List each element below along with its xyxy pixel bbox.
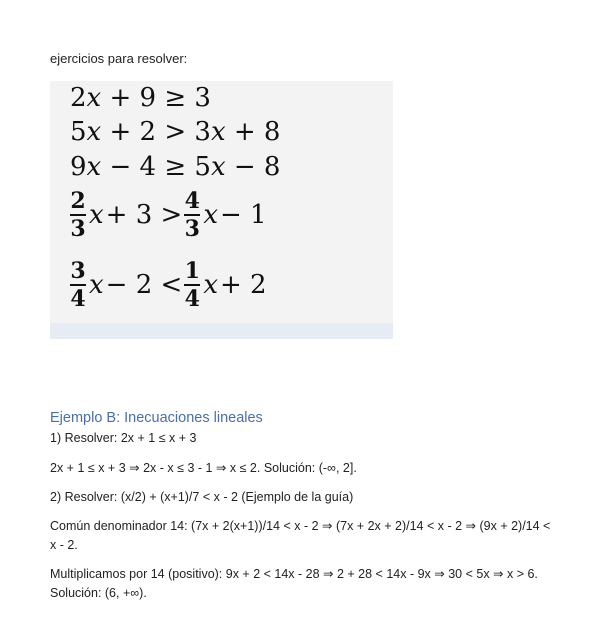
variable: x: [86, 83, 102, 113]
example-paragraph-1: 1) Resolver: 2x + 1 ≤ x + 3: [50, 431, 197, 445]
fraction: [70, 189, 86, 241]
variable: x: [203, 270, 218, 301]
rest: + 2: [220, 270, 267, 301]
variable: x: [203, 200, 218, 231]
inequality-3: [70, 154, 280, 180]
fraction: [184, 259, 200, 311]
rest: − 8: [225, 152, 281, 182]
example-paragraph-5: Multiplicamos por 14 (positivo): 9x + 2 < 14x - 28 ⇒ 2 + 28 < 14x - 9x ⇒ 30 < 5x ⇒ x > 6. Solución: (6, +∞).: [50, 567, 538, 600]
inequality-1: [70, 85, 211, 111]
variable: x: [210, 152, 226, 182]
denominator: 3: [184, 216, 200, 243]
fraction: [70, 259, 86, 311]
numerator: 4: [184, 188, 200, 214]
variable: x: [86, 117, 102, 147]
coef: 9: [70, 152, 87, 182]
example-paragraph-4: Común denominador 14: (7x + 2(x+1))/14 < x - 2 ⇒ (7x + 2x + 2)/14 < x - 2 ⇒ (9x + 2)/14 < x - 2.: [50, 519, 551, 552]
image-bottom-strip: [50, 323, 393, 339]
example-heading: Ejemplo B: Inecuaciones lineales: [50, 410, 263, 426]
rest: − 4 ≥ 5: [101, 152, 211, 182]
numerator: 2: [70, 188, 86, 214]
inequalities-image: [50, 81, 393, 339]
variable: x: [89, 200, 104, 231]
rest: + 3 >: [105, 200, 183, 231]
variable: x: [86, 152, 102, 182]
fraction: [184, 189, 200, 241]
rest: − 2 <: [105, 270, 183, 301]
coef: 5: [70, 117, 87, 147]
rest: + 8: [225, 117, 281, 147]
variable: x: [89, 270, 104, 301]
denominator: 4: [70, 286, 86, 313]
inequality-2: [70, 119, 280, 145]
numerator: 1: [184, 258, 200, 284]
rest: + 2 > 3: [101, 117, 211, 147]
denominator: 4: [184, 286, 200, 313]
coef: 2: [70, 83, 87, 113]
variable: x: [210, 117, 226, 147]
intro-text: ejercicios para resolver:: [50, 51, 188, 66]
example-paragraph-3: 2) Resolver: (x/2) + (x+1)/7 < x - 2 (Ejemplo de la guía): [50, 490, 354, 504]
inequality-5: [70, 259, 269, 311]
numerator: 3: [70, 258, 86, 284]
denominator: 3: [70, 216, 86, 243]
example-paragraph-2: 2x + 1 ≤ x + 3 ⇒ 2x - x ≤ 3 - 1 ⇒ x ≤ 2. Solución: (-∞, 2].: [50, 461, 357, 475]
rest: + 9 ≥ 3: [101, 83, 211, 113]
rest: − 1: [220, 200, 267, 231]
inequality-4: [70, 189, 269, 241]
